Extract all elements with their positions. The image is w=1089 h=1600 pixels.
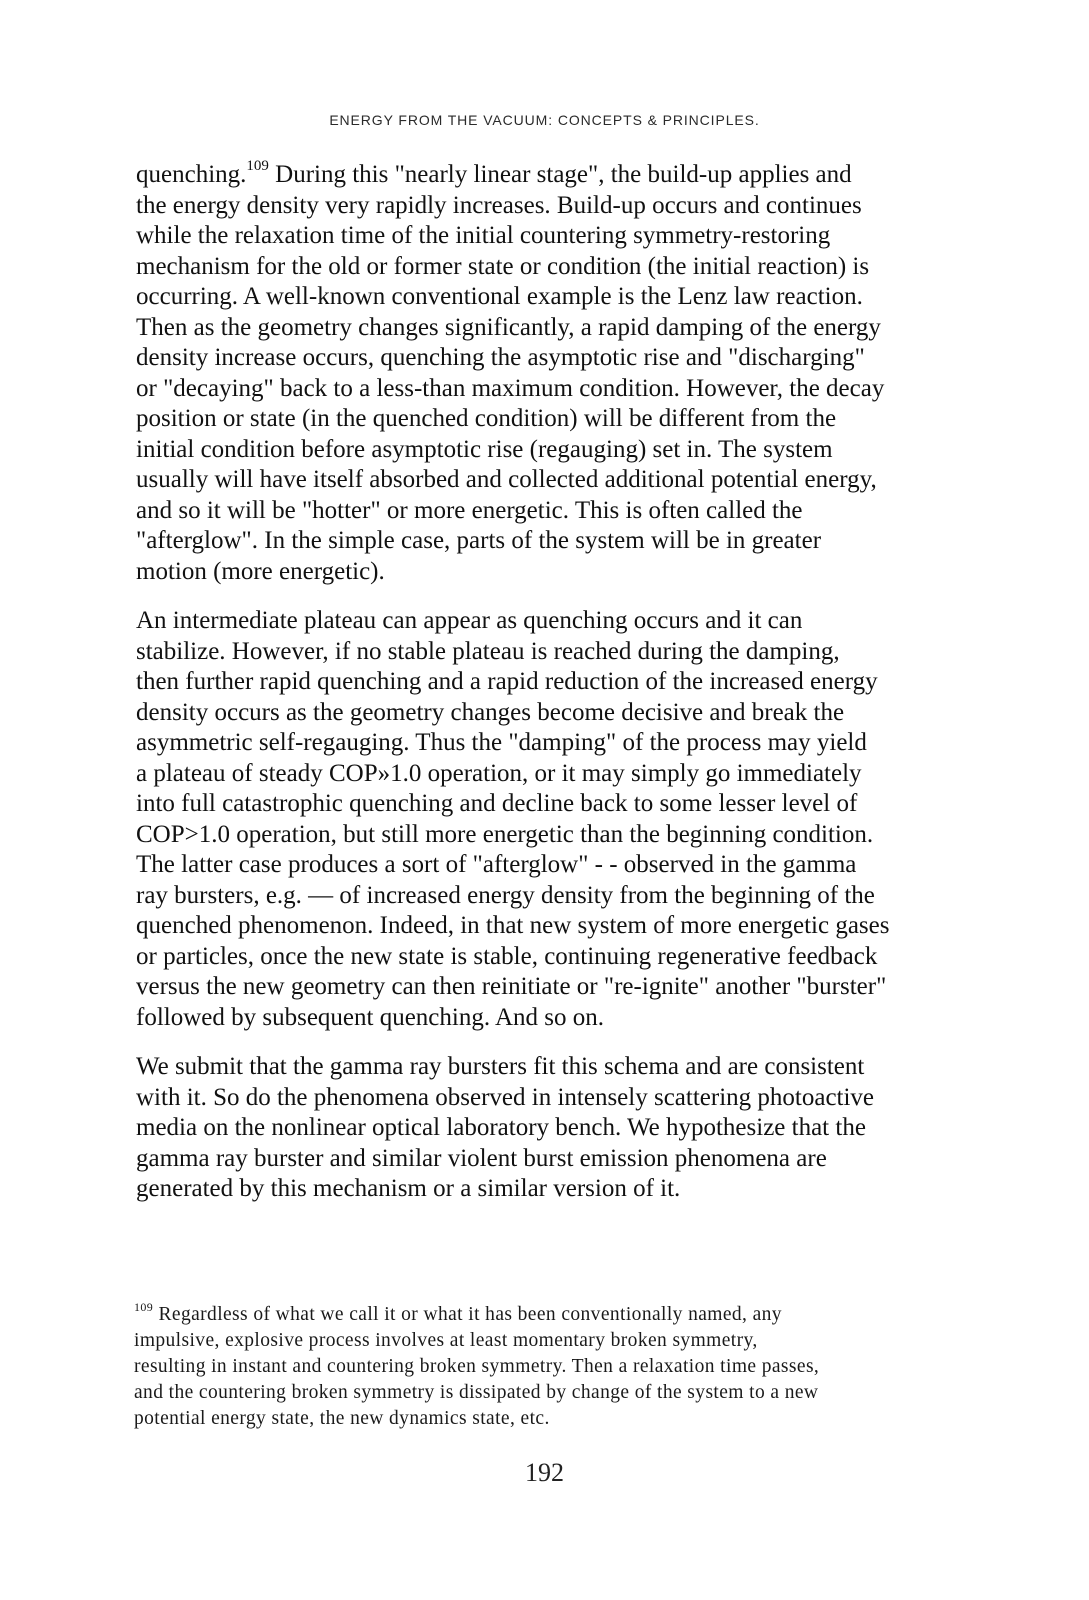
body-text [136,157,966,1205]
paragraph-line: density occurs as the geometry changes become decisive and break the [136,698,845,726]
paragraph-line: into full catastrophic quenching and decline back to some lesser level of [136,790,858,817]
paragraph-line: ray bursters, e.g. — of increased energy density from the beginning of the [136,881,875,909]
paragraph-text: quenching. [136,161,247,188]
paragraph-line: motion (more energetic). [136,557,385,585]
page-number: 192 [525,1458,564,1487]
paragraph-line: followed by subsequent quenching. And so on. [136,1003,605,1031]
paragraph-line: We submit that the gamma ray bursters fit this schema and are consistent [136,1053,865,1080]
paragraph-line: Then as the geometry changes significantly, a rapid damping of the energy [136,313,881,341]
running-header: ENERGY FROM THE VACUUM: CONCEPTS & PRINCIPLES. [329,112,760,128]
paragraph-1 [136,157,966,587]
paragraph-line: "afterglow". In the simple case, parts of the system will be in greater [136,527,822,554]
footnote-text: Regardless of what we call it or what it has been conventionally named, any [153,1304,782,1325]
footnote [134,1299,974,1432]
paragraph-line: position or state (in the quenched condition) will be different from the [136,405,837,432]
footnote-line: potential energy state, the new dynamics state, etc. [134,1408,550,1429]
paragraph-line: COP>1.0 operation, but still more energetic than the beginning condition. [136,820,874,848]
paragraph-line: then further rapid quenching and a rapid reduction of the increased energy [136,668,878,695]
paragraph-line: while the relaxation time of the initial countering symmetry-restoring [136,222,831,249]
paragraph-line: asymmetric self-regauging. Thus the "damping" of the process may yield [136,729,867,756]
paragraph-line: and so it will be "hotter" or more energetic. This is often called the [136,496,803,524]
paragraph-line: usually will have itself absorbed and collected additional potential energy, [136,466,877,493]
paragraph-line: gamma ray burster and similar violent burst emission phenomena are [136,1144,827,1172]
paragraph-line: occurring. A well-known conventional example is the Lenz law reaction. [136,283,863,310]
footnote-number: 109 [134,1299,154,1314]
footnote-reference[interactable]: 109 [246,157,269,174]
paragraph-line: stabilize. However, if no stable plateau is reached during the damping, [136,637,840,665]
paragraph-line: a plateau of steady COP»1.0 operation, or it may simply go immediately [136,759,862,787]
paragraph-line: An intermediate plateau can appear as quenching occurs and it can [136,607,803,634]
footnote-line: impulsive, explosive process involves at least momentary broken symmetry, [134,1330,758,1351]
paragraph-line: mechanism for the old or former state or condition (the initial reaction) is [136,252,870,280]
paragraph-line: versus the new geometry can then reinitiate or "re-ignite" another "burster" [136,973,887,1000]
paragraph-line: generated by this mechanism or a similar version of it. [136,1175,681,1202]
paragraph-text: During this "nearly linear stage", the build-up applies and [268,161,852,188]
paragraph-3 [136,1052,966,1205]
paragraph-line [136,157,966,191]
footnote-line: and the countering broken symmetry is dissipated by change of the system to a new [134,1382,819,1403]
paragraph-line: with it. So do the phenomena observed in intensely scattering photoactive [136,1083,875,1111]
paragraph-line: or particles, once the new state is stable, continuing regenerative feedback [136,942,878,970]
footnote-line: resulting in instant and countering broken symmetry. Then a relaxation time passes, [134,1356,820,1377]
paragraph-line: initial condition before asymptotic rise (regauging) set in. The system [136,435,833,463]
paragraph-line: the energy density very rapidly increases. Build-up occurs and continues [136,191,862,219]
paragraph-2 [136,606,966,1033]
paragraph-line: density increase occurs, quenching the asymptotic rise and "discharging" [136,344,865,371]
paragraph-line: media on the nonlinear optical laboratory bench. We hypothesize that the [136,1114,866,1141]
paragraph-line: or "decaying" back to a less-than maximum condition. However, the decay [136,374,885,402]
paragraph-line: The latter case produces a sort of "afterglow" - - observed in the gamma [136,851,857,878]
footnote-line [134,1299,974,1328]
paragraph-line: quenched phenomenon. Indeed, in that new system of more energetic gases [136,912,890,939]
